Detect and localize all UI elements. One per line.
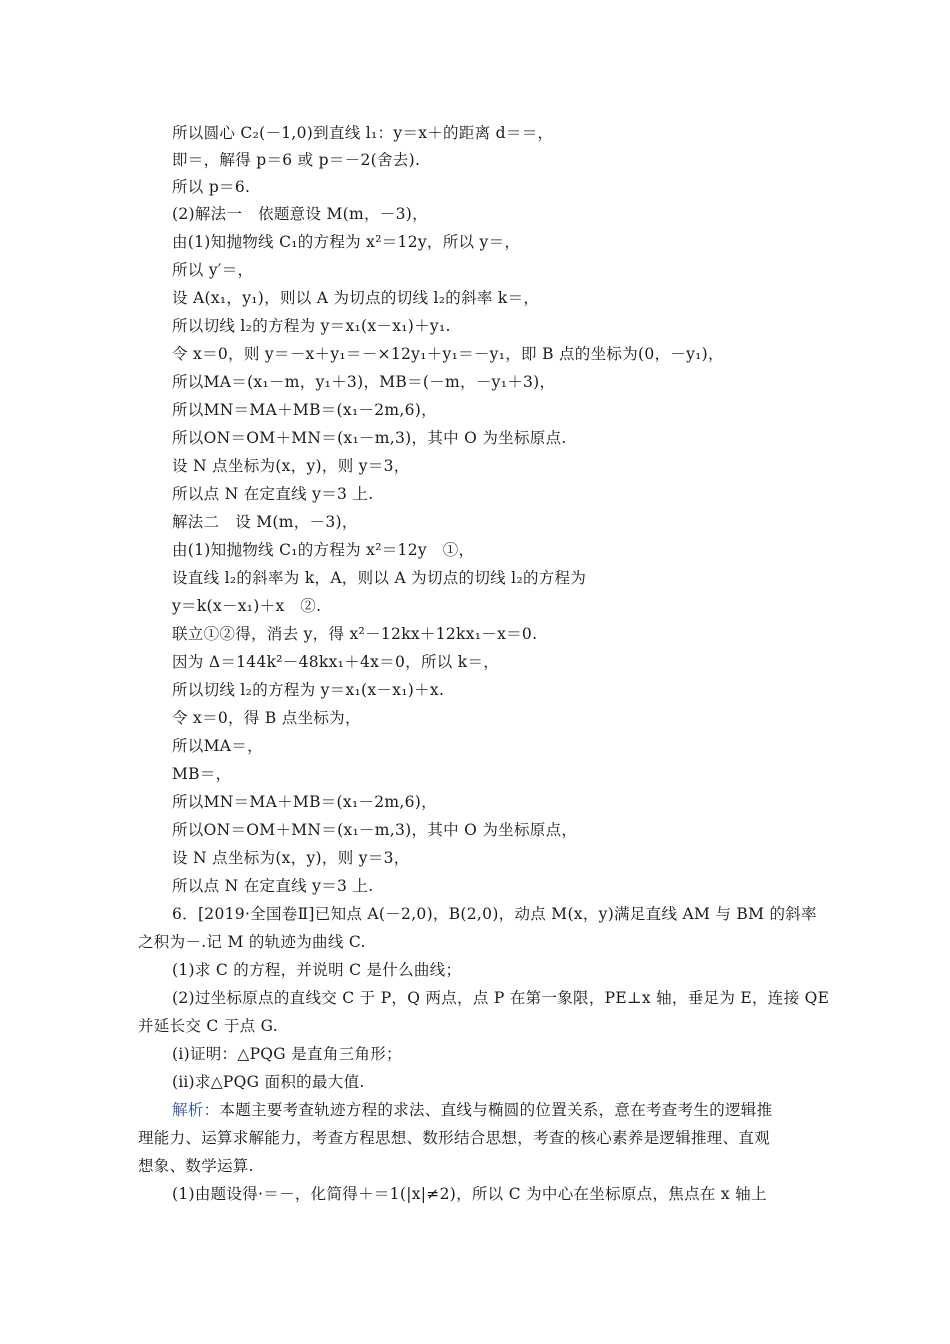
text-line: 所以MN＝MA＋MB＝(x₁－2m,6)， <box>172 793 437 811</box>
text-line: 所以切线 l₂的方程为 y＝x₁(x－x₁)＋y₁. <box>172 317 451 335</box>
analysis-label: 解析： <box>172 1101 220 1119</box>
text-line: 所以切线 l₂的方程为 y＝x₁(x－x₁)＋x. <box>172 681 445 699</box>
text-line: 所以ON＝OM＋MN＝(x₁－m,3)，其中 O 为坐标原点. <box>172 429 567 447</box>
text-line: 所以点 N 在定直线 y＝3 上. <box>172 877 374 895</box>
text-line: 理能力、运算求解能力，考查方程思想、数形结合思想，考查的核心素养是逻辑推理、直观 <box>138 1129 771 1147</box>
text-line: (1)求 C 的方程，并说明 C 是什么曲线； <box>172 961 462 979</box>
text-line: 即＝，解得 p＝6 或 p＝－2(舍去). <box>172 151 421 169</box>
text-line: MB＝， <box>172 765 232 783</box>
analysis-text: 本题主要考查轨迹方程的求法、直线与椭圆的位置关系，意在考查考生的逻辑推 <box>219 1101 773 1119</box>
text-line: 所以 y′＝， <box>172 261 254 279</box>
text-line: 所以 p＝6. <box>172 178 251 196</box>
text-line: 设 A(x₁，y₁)，则以 A 为切点的切线 l₂的斜率 k＝， <box>172 289 540 307</box>
text-line: (2)解法一 依题意设 M(m，－3)， <box>172 205 428 223</box>
problem-6-line: 6．[2019·全国卷Ⅱ]已知点 A(－2,0)，B(2,0)，动点 M(x，y)满足直线 AM 与 BM 的斜率 <box>172 905 817 923</box>
text-line: 所以MA＝(x₁－m，y₁＋3)，MB＝(－m，－y₁＋3)， <box>172 373 556 391</box>
text-line: 所以MN＝MA＋MB＝(x₁－2m,6)， <box>172 401 437 419</box>
text-line: 联立①②得，消去 y，得 x²－12kx＋12kx₁－x＝0. <box>172 625 538 643</box>
text-line: 解法二 设 M(m，－3)， <box>172 513 358 531</box>
text-line: 由(1)知抛物线 C₁的方程为 x²＝12y，所以 y＝， <box>172 233 521 251</box>
text-line: 所以圆心 C₂(－1,0)到直线 l₁：y＝x＋的距离 d＝＝， <box>172 124 554 142</box>
text-line: 并延长交 C 于点 G. <box>138 1017 278 1035</box>
text-line: 之积为－.记 M 的轨迹为曲线 C. <box>138 933 366 951</box>
text-line: 所以MA＝， <box>172 737 263 755</box>
text-line: y＝k(x－x₁)＋x ②. <box>172 597 322 615</box>
text-line: 由(1)知抛物线 C₁的方程为 x²＝12y ①， <box>172 541 475 559</box>
text-line: 所以ON＝OM＋MN＝(x₁－m,3)，其中 O 为坐标原点， <box>172 821 578 839</box>
analysis-line <box>172 1100 772 1120</box>
text-line: (1)由题设得·＝－，化简得＋＝1(|x|≠2)，所以 C 为中心在坐标原点，焦点在 x 轴上 <box>172 1185 767 1203</box>
text-line: 想象、数学运算. <box>138 1157 254 1175</box>
text-line: (2)过坐标原点的直线交 C 于 P，Q 两点，点 P 在第一象限，PE⊥x 轴，垂足为 E，连接 QE <box>172 989 830 1007</box>
text-line: 令 x＝0，得 B 点坐标为， <box>172 709 361 727</box>
text-line: 所以点 N 在定直线 y＝3 上. <box>172 485 374 503</box>
text-line: 设 N 点坐标为(x，y)，则 y＝3， <box>172 849 410 867</box>
text-line: 因为 Δ＝144k²－48kx₁＋4x＝0，所以 k＝， <box>172 653 500 671</box>
text-line: 令 x＝0，则 y＝－x＋y₁＝－×12y₁＋y₁＝－y₁，即 B 点的坐标为(0，－y₁)， <box>172 345 724 363</box>
text-line: 设 N 点坐标为(x，y)，则 y＝3， <box>172 457 410 475</box>
text-line: 设直线 l₂的斜率为 k，A，则以 A 为切点的切线 l₂的方程为 <box>172 569 587 587</box>
text-line: (ⅱ)求△PQG 面积的最大值. <box>172 1073 365 1091</box>
text-line: (ⅰ)证明：△PQG 是直角三角形； <box>172 1045 402 1063</box>
